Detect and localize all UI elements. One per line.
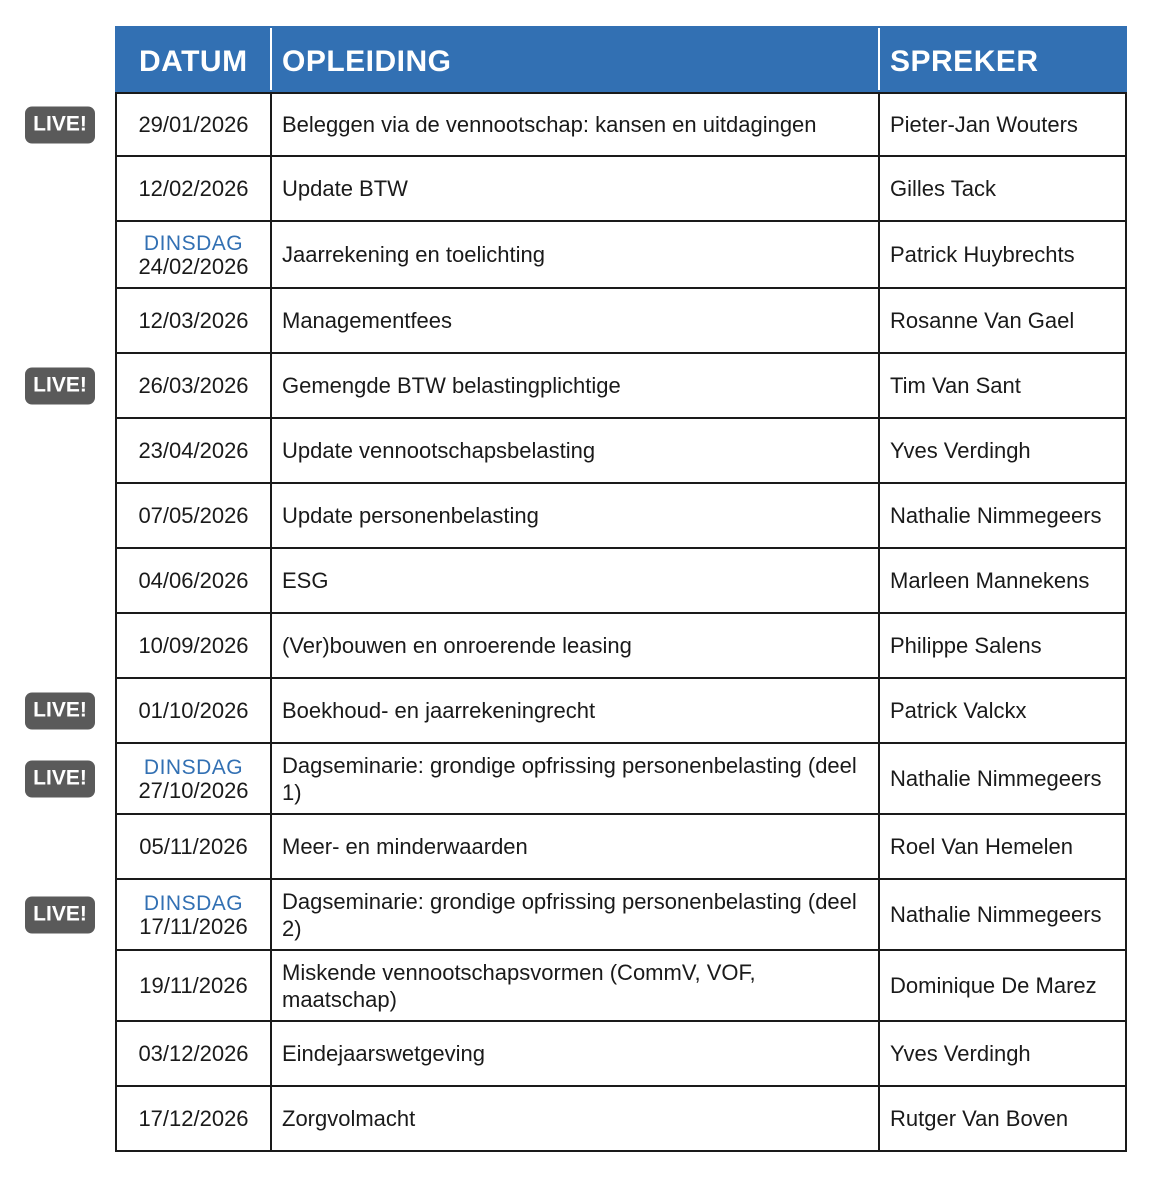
table-row (115, 1022, 1127, 1087)
date-text: 19/11/2026 (139, 973, 248, 998)
table-row (115, 419, 1127, 484)
speaker-name: Roel Van Hemelen (878, 815, 1125, 878)
table-body (33, 92, 1127, 1152)
date-cell (117, 614, 270, 677)
table-row (33, 92, 1127, 157)
header-spreker: SPREKER (878, 28, 1125, 90)
date-cell (117, 679, 270, 742)
course-title: Gemengde BTW belastingplichtige (270, 354, 878, 417)
date-text: 04/06/2026 (138, 568, 249, 593)
date-cell (117, 1087, 270, 1150)
course-title: Managementfees (270, 289, 878, 352)
course-title: Jaarrekening en toelichting (270, 222, 878, 287)
table-header (115, 26, 1127, 92)
date-cell (117, 815, 270, 878)
date-cell (117, 354, 270, 417)
table-row (115, 289, 1127, 354)
date-text: 01/10/2026 (138, 698, 249, 723)
date-text: 07/05/2026 (138, 503, 249, 528)
table-row (33, 679, 1127, 744)
date-text: 29/01/2026 (138, 112, 249, 137)
speaker-name: Nathalie Nimmegeers (878, 744, 1125, 813)
date-text: 17/11/2026 (139, 913, 248, 939)
table-row (115, 815, 1127, 880)
weekday-label: DINSDAG (143, 231, 244, 255)
date-cell (117, 1022, 270, 1085)
date-cell (117, 419, 270, 482)
live-badge: LIVE! (25, 896, 95, 933)
date-cell (117, 157, 270, 220)
date-cell (117, 289, 270, 352)
weekday-label: DINSDAG (143, 755, 244, 779)
table-row (115, 951, 1127, 1022)
live-badge: LIVE! (25, 692, 95, 729)
date-text: 10/09/2026 (138, 633, 249, 658)
date-text: 17/12/2026 (138, 1106, 249, 1131)
date-cell (117, 744, 270, 813)
table-row (33, 354, 1127, 419)
date-text: 27/10/2026 (138, 777, 249, 803)
date-text: 23/04/2026 (138, 438, 249, 463)
table-row (115, 1087, 1127, 1152)
speaker-name: Pieter-Jan Wouters (878, 94, 1125, 155)
course-title: Meer- en minderwaarden (270, 815, 878, 878)
course-title: Update BTW (270, 157, 878, 220)
speaker-name: Philippe Salens (878, 614, 1125, 677)
course-title: Zorgvolmacht (270, 1087, 878, 1150)
course-title: (Ver)bouwen en onroerende leasing (270, 614, 878, 677)
course-title: Update personenbelasting (270, 484, 878, 547)
table-row (115, 222, 1127, 289)
course-title: Dagseminarie: grondige opfrissing personenbelasting (deel 1) (270, 744, 878, 813)
live-badge: LIVE! (25, 760, 95, 797)
speaker-name: Tim Van Sant (878, 354, 1125, 417)
speaker-name: Yves Verdingh (878, 1022, 1125, 1085)
speaker-name: Patrick Huybrechts (878, 222, 1125, 287)
date-cell (117, 222, 270, 287)
header-opleiding: OPLEIDING (270, 28, 878, 90)
speaker-name: Nathalie Nimmegeers (878, 484, 1125, 547)
course-title: Beleggen via de vennootschap: kansen en uitdagingen (270, 94, 878, 155)
course-title: ESG (270, 549, 878, 612)
table-row (115, 614, 1127, 679)
speaker-name: Patrick Valckx (878, 679, 1125, 742)
table-row (33, 880, 1127, 951)
speaker-name: Yves Verdingh (878, 419, 1125, 482)
weekday-label: DINSDAG (143, 891, 244, 915)
date-text: 26/03/2026 (138, 373, 249, 398)
date-cell (117, 880, 270, 949)
header-datum: DATUM (139, 45, 248, 78)
table-row (33, 744, 1127, 815)
date-cell (117, 951, 270, 1020)
date-text: 12/02/2026 (138, 176, 249, 201)
date-cell (117, 549, 270, 612)
schedule-table (33, 26, 1127, 1152)
course-title: Update vennootschapsbelasting (270, 419, 878, 482)
table-row (115, 484, 1127, 549)
course-title: Miskende vennootschapsvormen (CommV, VOF, maatschap) (270, 951, 878, 1020)
date-cell (117, 94, 270, 155)
live-badge: LIVE! (25, 106, 95, 143)
table-row (115, 157, 1127, 222)
speaker-name: Rosanne Van Gael (878, 289, 1125, 352)
date-text: 12/03/2026 (138, 308, 249, 333)
speaker-name: Dominique De Marez (878, 951, 1125, 1020)
table-row (115, 549, 1127, 614)
speaker-name: Gilles Tack (878, 157, 1125, 220)
course-title: Eindejaarswetgeving (270, 1022, 878, 1085)
date-cell (117, 484, 270, 547)
date-text: 03/12/2026 (138, 1041, 249, 1066)
course-title: Dagseminarie: grondige opfrissing personenbelasting (deel 2) (270, 880, 878, 949)
speaker-name: Rutger Van Boven (878, 1087, 1125, 1150)
date-text: 24/02/2026 (138, 253, 249, 279)
course-title: Boekhoud- en jaarrekeningrecht (270, 679, 878, 742)
speaker-name: Marleen Mannekens (878, 549, 1125, 612)
date-text: 05/11/2026 (139, 834, 248, 859)
speaker-name: Nathalie Nimmegeers (878, 880, 1125, 949)
live-badge: LIVE! (25, 367, 95, 404)
